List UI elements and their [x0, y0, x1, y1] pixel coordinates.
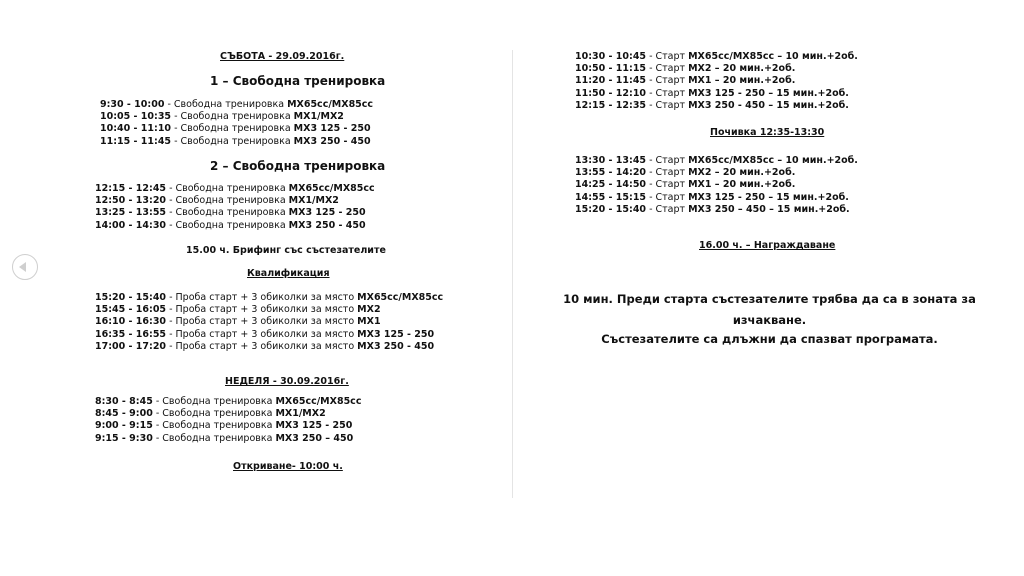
- row-class: MX3 125 - 250: [357, 328, 435, 340]
- schedule-row: [575, 88, 849, 100]
- opening-text: Откриване- 10:00 ч.: [233, 461, 343, 472]
- note-line-1: 10 мин. Преди старта състезателите трябва да са в зоната за: [563, 292, 976, 306]
- row-class: MX3 250 - 450: [288, 219, 366, 231]
- row-activity: - Свободна тренировка: [152, 396, 276, 407]
- row-class: MX3 250 - 450 – 15 мин.+2об.: [688, 99, 849, 111]
- row-class: MX1 – 20 мин.+2об.: [688, 179, 796, 191]
- row-class: MX3 250 - 450: [357, 340, 435, 352]
- row-class: MX3 125 - 250 – 15 мин.+2об.: [688, 191, 849, 203]
- row-class: MX65cc/MX85cc: [288, 183, 375, 194]
- briefing-text: 15.00 ч. Брифинг със състезателите: [186, 245, 386, 256]
- row-time: 14:55 - 15:15: [575, 191, 647, 203]
- row-time: 15:20 - 15:40: [95, 292, 167, 303]
- previous-slide-button[interactable]: [12, 254, 38, 280]
- note-line-2: изчакване.: [732, 313, 807, 327]
- row-time: 12:15 - 12:45: [95, 183, 167, 194]
- row-activity: - Свободна тренировка: [171, 135, 294, 147]
- row-class: MX2: [357, 304, 381, 316]
- row-time: 15:45 - 16:05: [95, 304, 167, 316]
- row-time: 12:15 - 12:35: [575, 99, 647, 111]
- note-line-3: Състезателите са длъжни да спазват програмата.: [601, 332, 938, 346]
- row-time: 17:00 - 17:20: [95, 340, 167, 352]
- row-time: 10:05 - 10:35: [100, 111, 172, 123]
- row-time: 9:15 - 9:30: [95, 432, 153, 444]
- row-time: 10:40 - 11:10: [100, 123, 172, 135]
- row-activity: - Старт: [646, 155, 689, 166]
- schedule-row: [575, 204, 850, 216]
- practice2-title: 2 – Свободна тренировка: [210, 159, 386, 173]
- row-class: MX3 125 - 250: [275, 420, 353, 432]
- schedule-row: [95, 220, 366, 232]
- schedule-row: [100, 136, 371, 148]
- row-time: 14:25 - 14:50: [575, 179, 647, 191]
- saturday-heading: СЪБОТА - 29.09.2016г.: [220, 51, 345, 62]
- schedule-row: [100, 111, 344, 123]
- schedule-row: [95, 341, 434, 353]
- row-time: 16:35 - 16:55: [95, 328, 167, 340]
- schedule-row: [95, 433, 353, 445]
- row-activity: - Свободна тренировка: [152, 408, 276, 420]
- schedule-row: [575, 179, 795, 191]
- break-heading: Почивка 12:35-13:30: [710, 127, 825, 138]
- row-activity: - Старт: [646, 75, 689, 87]
- row-activity: - Старт: [646, 203, 689, 215]
- row-activity: - Свободна тренировка: [166, 183, 289, 194]
- row-activity: - Свободна тренировка: [171, 123, 294, 135]
- row-time: 11:20 - 11:45: [575, 75, 647, 87]
- schedule-row: [575, 167, 795, 179]
- row-activity: - Свободна тренировка: [166, 195, 289, 207]
- row-time: 8:30 - 8:45: [95, 396, 153, 407]
- row-time: 15:20 - 15:40: [575, 203, 647, 215]
- sunday-heading: НЕДЕЛЯ - 30.09.2016г.: [225, 376, 349, 387]
- row-activity: - Проба старт + 3 обиколки за място: [166, 328, 358, 340]
- row-time: 13:55 - 14:20: [575, 167, 647, 179]
- row-activity: - Старт: [646, 191, 689, 203]
- row-activity: - Свободна тренировка: [171, 111, 294, 123]
- row-class: MX65cc/MX85cc – 10 мин.+2об.: [688, 51, 858, 62]
- row-time: 8:45 - 9:00: [95, 408, 153, 420]
- row-class: MX1/MX2: [293, 111, 344, 123]
- row-activity: - Старт: [646, 99, 689, 111]
- row-activity: - Проба старт + 3 обиколки за място: [166, 340, 358, 352]
- row-time: 13:25 - 13:55: [95, 207, 167, 219]
- row-time: 10:50 - 11:15: [575, 63, 647, 75]
- schedule-row: [95, 304, 381, 316]
- schedule-row: [575, 51, 858, 63]
- row-activity: - Свободна тренировка: [152, 432, 276, 444]
- schedule-row: [95, 207, 366, 219]
- row-activity: - Свободна тренировка: [166, 207, 289, 219]
- row-class: MX3 125 - 250 – 15 мин.+2об.: [688, 87, 849, 99]
- row-class: MX1/MX2: [288, 195, 339, 207]
- schedule-row: [95, 329, 434, 341]
- row-activity: - Проба старт + 3 обиколки за място: [166, 304, 358, 316]
- qualification-heading: Квалификация: [247, 268, 330, 279]
- row-time: 10:30 - 10:45: [575, 51, 647, 62]
- schedule-row: [575, 155, 858, 167]
- row-time: 11:50 - 12:10: [575, 87, 647, 99]
- schedule-row: [95, 195, 339, 207]
- row-activity: - Свободна тренировка: [166, 219, 289, 231]
- schedule-row: [575, 75, 795, 87]
- row-class: MX3 125 - 250: [288, 207, 366, 219]
- schedule-row: [95, 316, 381, 328]
- row-class: MX65cc/MX85cc: [275, 396, 362, 407]
- row-class: MX3 250 – 450: [275, 432, 354, 444]
- row-activity: - Старт: [646, 51, 689, 62]
- row-activity: - Свободна тренировка: [164, 99, 288, 110]
- practice1-title: 1 – Свободна тренировка: [210, 74, 386, 88]
- row-time: 16:10 - 16:30: [95, 316, 167, 328]
- schedule-row: [95, 183, 375, 195]
- column-divider: [512, 50, 513, 498]
- row-class: MX3 125 - 250: [293, 123, 371, 135]
- schedule-row: [95, 292, 443, 304]
- row-time: 13:30 - 13:45: [575, 155, 647, 166]
- row-class: MX3 250 - 450: [293, 135, 371, 147]
- schedule-row: [575, 100, 849, 112]
- row-class: MX1/MX2: [275, 408, 326, 420]
- row-activity: - Старт: [646, 87, 689, 99]
- row-class: MX1 – 20 мин.+2об.: [688, 75, 796, 87]
- row-activity: - Старт: [646, 63, 689, 75]
- row-activity: - Проба старт + 3 обиколки за място: [166, 316, 358, 328]
- row-class: MX65cc/MX85cc – 10 мин.+2об.: [688, 155, 858, 166]
- row-class: MX65cc/MX85cc: [287, 99, 374, 110]
- schedule-row: [95, 396, 361, 408]
- row-time: 9:00 - 9:15: [95, 420, 153, 432]
- row-class: MX2 – 20 мин.+2об.: [688, 63, 796, 75]
- row-time: 12:50 - 13:20: [95, 195, 167, 207]
- row-activity: - Свободна тренировка: [152, 420, 276, 432]
- row-class: MX65cc/MX85cc: [357, 292, 444, 303]
- row-time: 14:00 - 14:30: [95, 219, 167, 231]
- row-activity: - Старт: [646, 179, 689, 191]
- row-activity: - Проба старт + 3 обиколки за място: [166, 292, 358, 303]
- schedule-row: [100, 123, 371, 135]
- row-class: MX3 250 – 450 – 15 мин.+2об.: [688, 203, 850, 215]
- schedule-row: [95, 408, 326, 420]
- row-time: 9:30 - 10:00: [100, 99, 165, 110]
- row-time: 11:15 - 11:45: [100, 135, 172, 147]
- chevron-left-icon: [19, 262, 26, 272]
- awards-heading: 16.00 ч. – Награждаване: [699, 240, 836, 251]
- schedule-row: [95, 420, 352, 432]
- schedule-row: [575, 192, 849, 204]
- row-class: MX2 – 20 мин.+2об.: [688, 167, 796, 179]
- row-activity: - Старт: [646, 167, 689, 179]
- schedule-row: [100, 99, 373, 111]
- row-class: MX1: [357, 316, 381, 328]
- schedule-row: [575, 63, 795, 75]
